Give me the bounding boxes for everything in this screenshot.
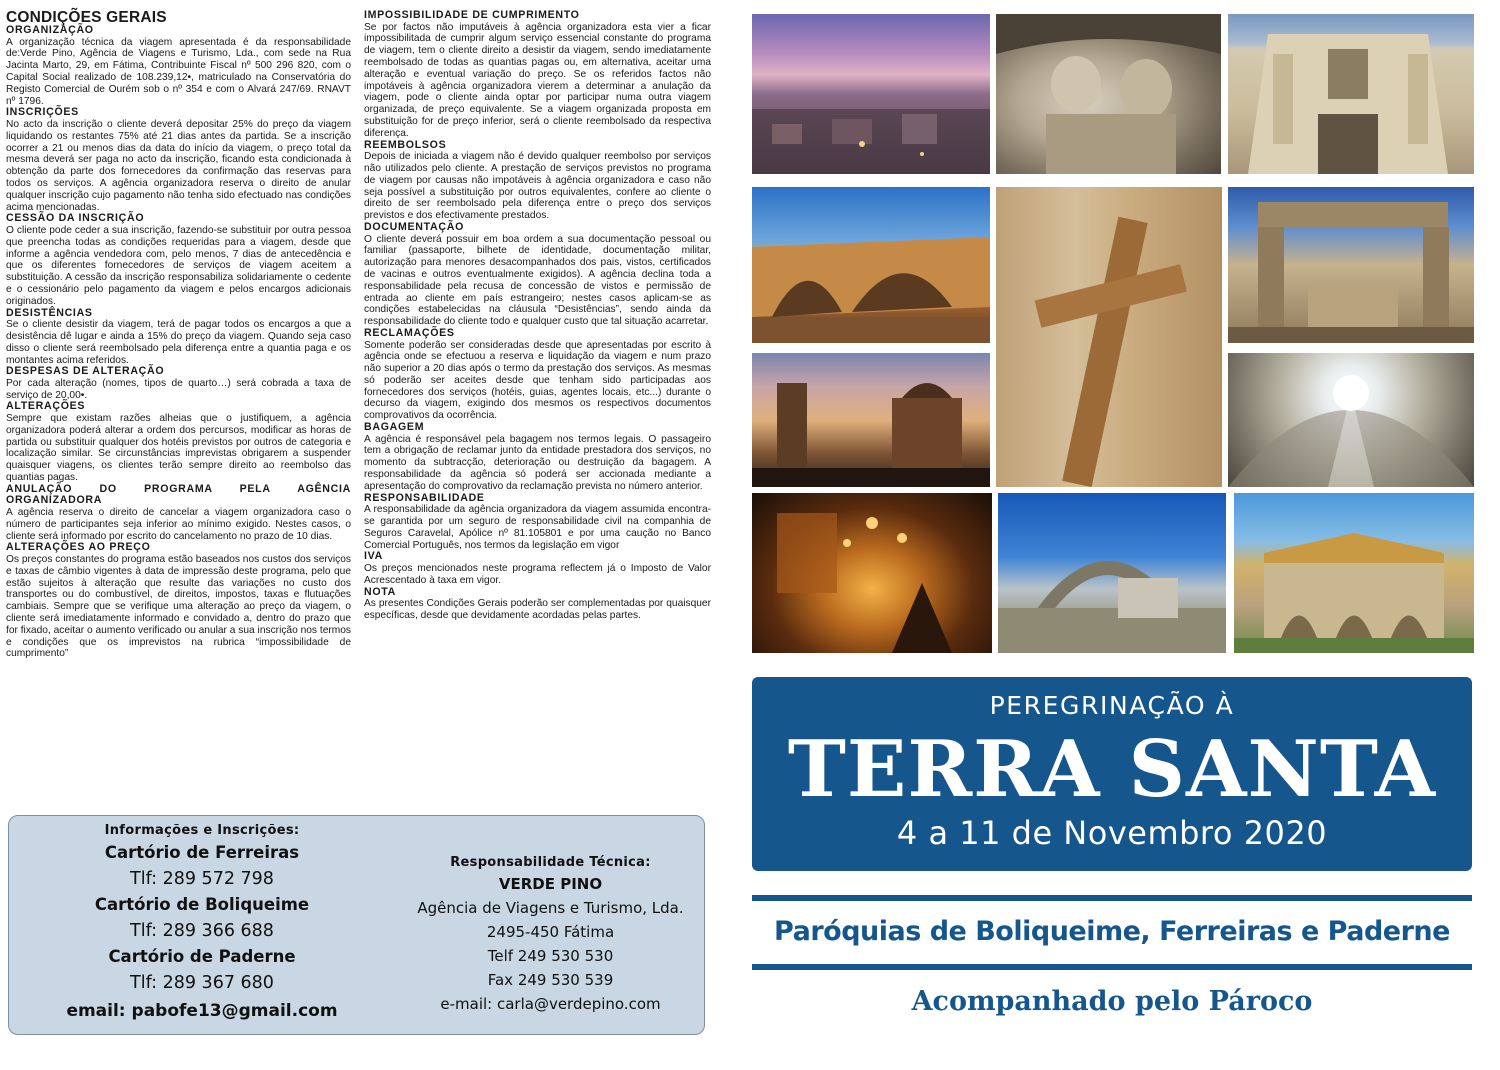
- section-text: Por cada alteração (nomes, tipos de quarto…) será cobrada a taxa de serviço de 20,00•.: [6, 377, 351, 401]
- tech-fax: Fax 249 530 539: [487, 971, 614, 989]
- section-heading: NOTA: [364, 585, 397, 598]
- cover-title-box: [752, 677, 1472, 871]
- registration-email: email: pabofe13@gmail.com: [66, 1001, 338, 1021]
- tech-address: 2495-450 Fátima: [486, 923, 615, 941]
- section-heading: ALTERAÇÕES AO PREÇO: [6, 541, 151, 554]
- section-heading: ALTERAÇÕES: [6, 400, 86, 413]
- tech-phone: Telf 249 530 530: [487, 947, 614, 965]
- tech-company: VERDE PINO: [498, 875, 603, 893]
- section-text: O cliente pode ceder a sua inscrição, fazendo-se substituir por outra pessoa que preencha todas as condições requeridas para a viagem, desde que informe a agência vendedora com, pelo menos, 7 dias de antecedência e que os diferentes fornecedores de serviços de viagem aceitem a substituição. A cessão da inscrição responsabiliza solidariamente o cedente e o cessionário pelo pagamento da viagem e pelos encargos adicionais originados.: [6, 224, 351, 307]
- section-text: Somente poderão ser consideradas desde que apresentadas por escrito à agência onde se efectuou a reserva e liquidação da viagem e num prazo não superior a 20 dias após o termo da prestação dos serviços. As mesmas só poderão ser aceites desde que tenham sido participadas aos fornecedores dos serviços (hotéis, guias, agentes locais, etc...) durante o decurso da viagem, exigindo dos mesmos os respectivos documentos comprovativos da ocorrência.: [364, 339, 711, 422]
- pilgrimage-subtitle: PEREGRINAÇÃO À: [989, 691, 1235, 720]
- section-heading: IMPOSSIBILIDADE DE CUMPRIMENTO: [364, 9, 580, 21]
- section-text: Depois de iniciada a viagem não é devido qualquer reembolso por serviços não utilizados pelo cliente. A prestação de serviços previstos no programa de viagem por causas não impotáveis à agência organizadora e caso não seja possível a substituição por outros equivalentes, confere ao cliente o direito de ser reembolsado pela diferença entre o preço dos serviços previstos e dos efectivamente prestados.: [364, 151, 711, 222]
- section-heading: ANULAÇÃO DO PROGRAMA PELA AGÊNCIA ORGANIZADORA: [6, 482, 351, 507]
- tech-company-desc: Agência de Viagens e Turismo, Lda.: [417, 899, 684, 917]
- section-heading: ORGANIZAÇÃO: [6, 24, 94, 36]
- registration-info: [9, 822, 395, 1026]
- section-heading: BAGAGEM: [364, 421, 425, 434]
- conditions-column-1: [6, 10, 351, 660]
- section-text: A agência reserva o direito de cancelar a viagem organizadora caso o número de participantes seja inferior ao mínimo exigido. Nestes casos, o cliente será informado por escrito do cancelamento no prazo de 10 dias.: [6, 507, 351, 542]
- photo-stone-arch-site: [998, 493, 1226, 653]
- section-text: As presentes Condições Gerais poderão ser complementadas por quaisquer específicas, desde que devidamente acordadas pelas partes.: [364, 598, 711, 622]
- office-ferreiras-name: Cartório de Ferreiras: [104, 843, 300, 862]
- section-heading: IVA: [364, 550, 383, 563]
- section-heading: CESSÃO DA INSCRIÇÃO: [6, 212, 145, 225]
- photo-ruins-gateway: [1228, 187, 1474, 343]
- office-ferreiras-phone: Tlf: 289 572 798: [130, 869, 274, 889]
- trip-dates: 4 a 11 de Novembro 2020: [896, 814, 1328, 852]
- section-text: Se o cliente desistir da viagem, terá de pagar todos os encargos a que a desistência dê lugar e ainda a 15% do preço da viagem. Quando seja caso disso o cliente será reembolsado pela diferença entre a quantia paga e os montantes acima referidos.: [6, 319, 351, 366]
- section-text: A responsabilidade da agência organizadora da viagem assumida encontra-se garantida por um seguro de responsabilidade civil na companhia de Seguros Caravelal, Apólice nº 81.105801 e por uma caução no Banco Comercial Português, nos termos da legislação em vigor: [364, 504, 711, 551]
- photo-jerusalem-dusk: [752, 14, 990, 174]
- photo-wooden-cross: [996, 187, 1222, 487]
- photo-church-of-all-nations: [1234, 493, 1474, 653]
- conditions-title: CONDIÇÕES GERAIS: [6, 9, 167, 26]
- section-heading: DESPESAS DE ALTERAÇÃO: [6, 365, 165, 378]
- photo-church-interior-lamps: [752, 493, 992, 653]
- section-heading: DESISTÊNCIAS: [6, 306, 93, 319]
- col1-sections: [6, 25, 351, 660]
- section-text: Os preços mencionados neste programa reflectem já o Imposto de Valor Acrescentado à taxa em vigor.: [364, 563, 711, 586]
- parishes-heading: Paróquias de Boliqueime, Ferreiras e Paderne: [774, 916, 1450, 947]
- tech-email: e-mail: carla@verdepino.com: [440, 995, 661, 1013]
- section-text: A agência é responsável pela bagagem nos termos legais. O passageiro tem a obrigação de reclamar junto da entidade prestadora dos serviços, no momento da subtracção, deterioração ou destruição da bagagem. A responsabilidade da agência só poderá ser accionada mediante a apresentação do comprovativo da reclamação prevista no número anterior.: [364, 433, 711, 492]
- section-text: Os preços constantes do programa estão baseados nos custos dos serviços e taxas de câmbio vigentes à data de impressão deste programa, pelo que estão sujeitos à alteração que resulte das variações no custo dos transportes ou do combustível, de direitos, impostos, taxas e flutuações cambiais. Sempre que se verifique uma alteração ao preço da viagem, o cliente será imediatamente informado e convidado a, dentro do prazo que for fixado, aceitar o aumento verificado ou anular a sua inscrição nos termos e condições que os imprevistos na rubrica “impossibilidade de cumprimento”: [6, 554, 351, 660]
- office-paderne-name: Cartório de Paderne: [108, 947, 296, 966]
- section-text: A organização técnica da viagem apresentada é da responsabilidade de:Verde Pino, Agência de Viagens e Turismo, Lda., com sede na Rua Jacinta Marto, 29, em Fátima, Contribuinte Fiscal nº 500 296 820, com o Capital Social realizado de 108.239,12•, matriculado na Conservatória do Registo Comercial de Ourém sob o nº 354 e com o Alvará 247/69. RNAVT nº 1796.: [6, 36, 351, 107]
- photo-dome-interior: [1228, 353, 1474, 487]
- tech-title: Responsabilidade Técnica:: [450, 855, 651, 870]
- accompanied-by: Acompanhado pelo Pároco: [911, 986, 1313, 1017]
- photo-basilica-facade: [1228, 14, 1474, 174]
- photo-dormition-abbey: [752, 353, 990, 487]
- col2-sections: [364, 10, 711, 622]
- registration-title: Informações e Inscrições:: [104, 823, 300, 838]
- info-box: [8, 815, 705, 1035]
- section-text: Sempre que existam razões alheias que o justifiquem, a agência organizadora poderá alterar a ordem dos percursos, modificar as horas de partida ou substituir qualquer dos hotéis previstos por outros de categoria e localização similar. Se circunstâncias imprevistas obrigarem a suspender quaisquer viagens, os clientes terão sempre direito ao reembolso das quantias pagas.: [6, 413, 351, 484]
- section-heading: RESPONSABILIDADE: [364, 491, 485, 504]
- office-boliqueime-name: Cartório de Boliqueime: [94, 895, 310, 914]
- technical-responsibility: [395, 854, 706, 1016]
- section-text: No acto da inscrição o cliente deverá depositar 25% do preço da viagem liquidando os restantes 75% até 21 dias antes da partida. Se a inscrição ocorrer a 21 ou menos dias da data do início da viagem, o preço total da mesma deverá ser paga no acto da inscrição, ficando esta condicionada à obtenção da parte dos fornecedores da confirmação das reservas para todos os serviços. A agência organizadora reserva o direito de anular qualquer inscrição cujo pagamento não tenha sido efectuado nas condições acima mencionadas.: [6, 118, 351, 213]
- office-boliqueime-phone: Tlf: 289 366 688: [130, 921, 274, 941]
- section-text: Se por factos não imputáveis à agência organizadora esta vier a ficar impossibilitada de cumprir algum serviço essencial constante do programa de viagem, tem o cliente direito a desistir da viagem, sendo imediatamente reembolsado de todas as quantias pagas ou, em alternativa, aceitar uma alteração e eventual variação do preço. Se os referidos factos não impotáveis à agência organizadora vierem a determinar a anulação da viagem, pode o cliente ainda optar por participar numa outra viagem organizada, de preço equivalente. Se a viagem organizada proposta em substituição for de preço inferior, será o cliente reembolsado da respectiva diferença.: [364, 21, 711, 139]
- photo-aqueduct-arches: [752, 187, 990, 343]
- cover-title: TERRA SANTA: [787, 724, 1437, 815]
- section-text: O cliente deverá possuir em boa ordem a sua documentação pessoal ou familiar (passaporte, bilhete de identidade, documentação militar, autorização para menores desacompanhados dos pais, vistos, certificados de vacinas e outros eventualmente exigidos). A agência declina toda a responsabilidade pela recusa de concessão de vistos e permissão de entrada ao cliente em país estrangeiro; nestes casos aplicam-se as condições estabelecidas na cláusula “Desistências”, sendo ainda da responsabilidade do cliente todo e qualquer custo que tal situação acarretar.: [364, 233, 711, 328]
- office-paderne-phone: Tlf: 289 367 680: [130, 973, 274, 993]
- section-heading: REEMBOLSOS: [364, 138, 447, 151]
- conditions-column-2: [364, 10, 711, 622]
- section-heading: DOCUMENTAÇÃO: [364, 220, 465, 233]
- divider-bottom: [752, 964, 1472, 970]
- section-heading: RECLAMAÇÕES: [364, 326, 455, 339]
- divider-top: [752, 895, 1472, 901]
- section-heading: INSCRIÇÕES: [6, 106, 79, 119]
- photo-stone-relief: [996, 14, 1221, 174]
